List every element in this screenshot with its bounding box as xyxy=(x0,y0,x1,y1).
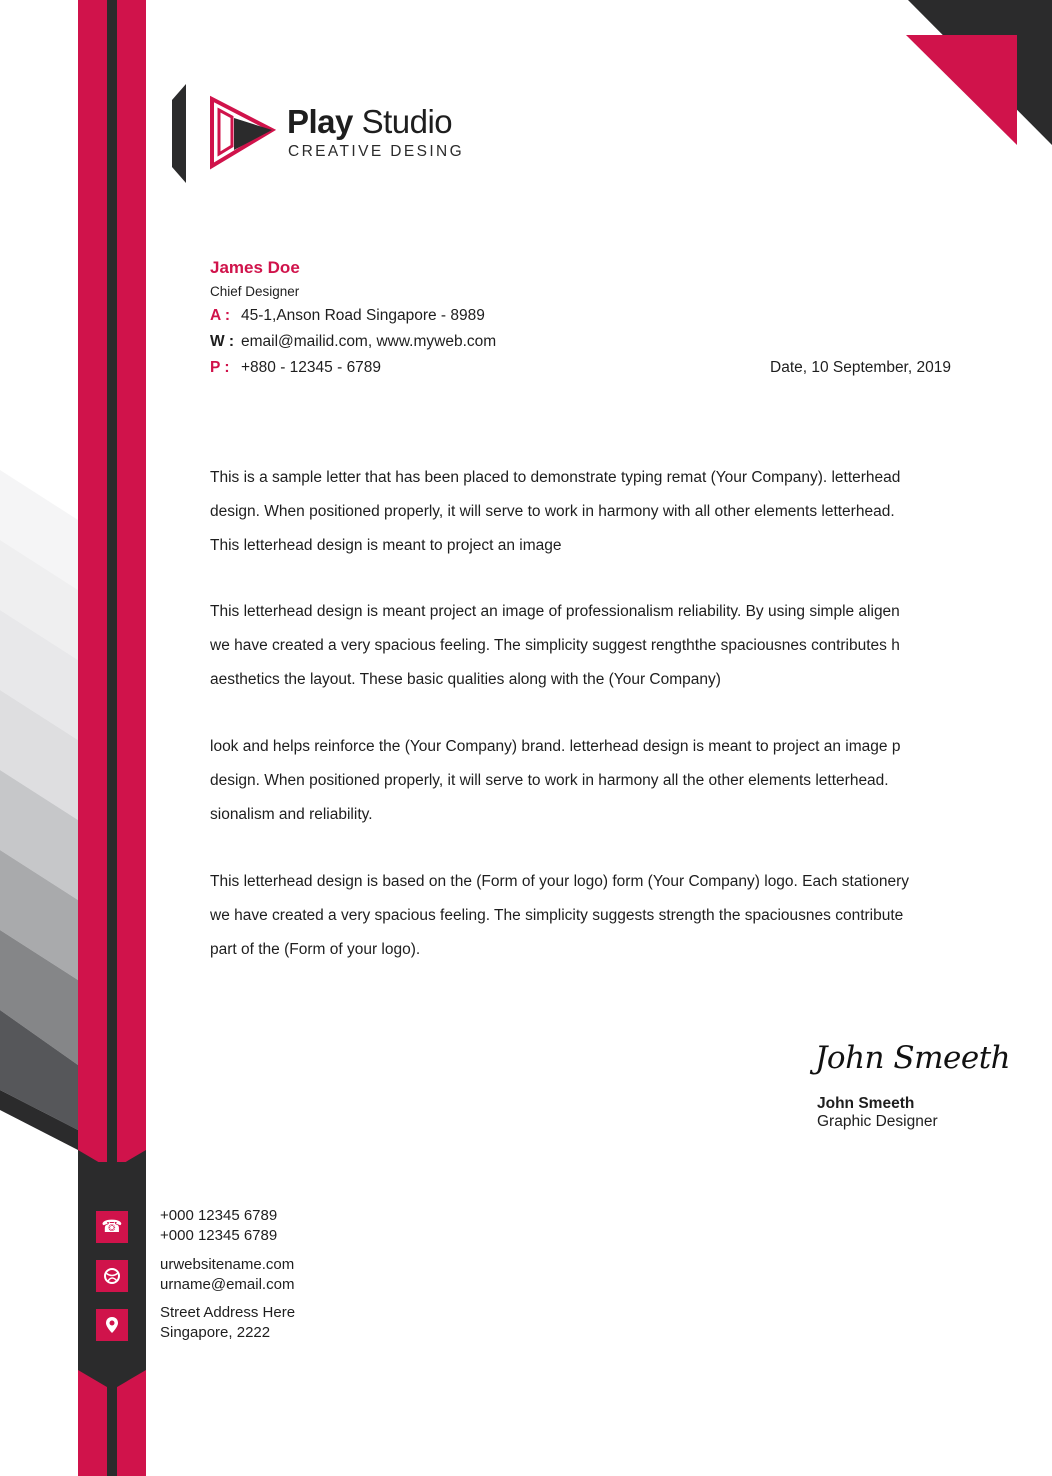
footer-web xyxy=(160,1255,294,1295)
logo-title: Play Studio xyxy=(287,103,453,140)
grey-stripes-decoration xyxy=(0,470,78,1150)
footer-email[interactable]: urname@email.com xyxy=(160,1276,295,1293)
telephone-icon: ☎ xyxy=(96,1211,128,1243)
sender-web: W : email@mailid.com, www.myweb.com xyxy=(210,333,497,350)
footer-address xyxy=(160,1303,295,1343)
body-paragraph: This letterhead design is meant project an image of professionalism reliability. By using simple aligen we have created a very spacious feeling. The simplicity suggest rengththe spaciousnes contributes h aesthetics the layout. These basic qualities along with the (Your Company) xyxy=(210,603,900,688)
globe-icon xyxy=(96,1260,128,1292)
signatory-name: John Smeeth xyxy=(817,1095,915,1112)
location-pin-icon xyxy=(96,1309,128,1341)
play-door-logo-icon xyxy=(172,84,272,183)
logo-subtitle: CREATIVE DESING xyxy=(288,143,465,160)
sender-name: James Doe xyxy=(210,258,300,277)
sender-phone: P : +880 - 12345 - 6789 xyxy=(210,359,382,376)
footer-phone: +000 12345 6789 xyxy=(160,1207,278,1224)
footer-website[interactable]: urwebsitename.com xyxy=(160,1256,295,1273)
footer-phones xyxy=(160,1206,277,1246)
sender-role: Chief Designer xyxy=(210,284,300,299)
body-paragraph: This is a sample letter that has been placed to demonstrate typing remat (Your Company). letterhead design. When positioned properly, it will serve to work in harmony with all other elements letterhead. This letterhead design is meant to project an image xyxy=(210,469,901,554)
footer-street: Street Address Here xyxy=(160,1304,296,1321)
body-paragraph: look and helps reinforce the (Your Company) brand. letterhead design is meant to project an image p design. When positioned properly, it will serve to work in harmony all the other elements letterhead. sionalism and reliability. xyxy=(210,738,901,823)
left-band-decoration xyxy=(78,0,146,1476)
handwritten-signature: John Smeeth xyxy=(815,1040,1011,1076)
signatory-title: Graphic Designer xyxy=(817,1113,938,1130)
sender-address: A : 45-1,Anson Road Singapore - 8989 xyxy=(210,307,485,324)
footer-phone: +000 12345 6789 xyxy=(160,1227,278,1244)
footer-city: Singapore, 2222 xyxy=(160,1324,271,1341)
letter-date: Date, 10 September, 2019 xyxy=(770,359,951,376)
body-paragraph: This letterhead design is based on the (Form of your logo) form (Your Company) logo. Each stationery we have created a very spacious feeling. The simplicity suggests strength the spaciousnes contribute part of the (Form of your logo). xyxy=(210,873,909,958)
corner-decoration xyxy=(906,0,1052,145)
